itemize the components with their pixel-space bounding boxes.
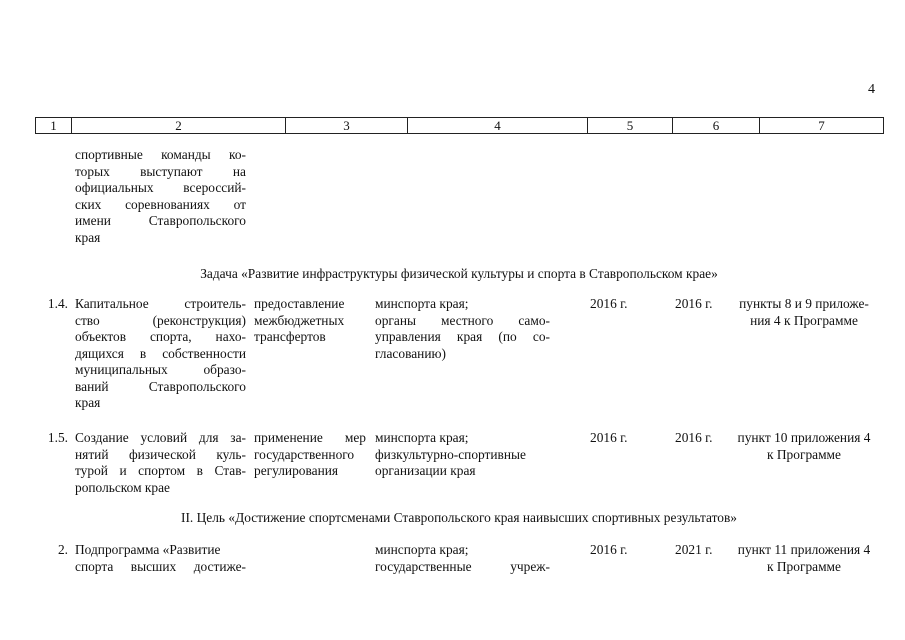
column-number-header xyxy=(35,117,884,134)
row-start-year: 2016 г. xyxy=(590,296,628,311)
col-number-1: 1 xyxy=(36,118,72,134)
row-end-year: 2016 г. xyxy=(675,296,713,311)
col-number-3: 3 xyxy=(286,118,408,134)
text-line: спортивные команды ко- xyxy=(75,147,246,162)
row-number: 1.4. xyxy=(47,296,68,311)
row-end-year: 2021 г. xyxy=(675,542,713,557)
row-reference-cell xyxy=(726,542,882,575)
text-line: регулирования xyxy=(254,463,339,478)
text-line: торых выступают на xyxy=(75,163,246,179)
text-line: применение мер xyxy=(254,430,366,445)
text-line: минспорта края; xyxy=(375,430,469,445)
row-number: 2. xyxy=(57,542,68,557)
text-line: нятий физической куль- xyxy=(75,446,246,462)
text-line: Капитальное строитель- xyxy=(75,296,246,311)
col-number-7: 7 xyxy=(760,118,884,134)
row-executor-cell xyxy=(375,542,550,575)
continued-name-cell xyxy=(75,147,246,246)
text-line: государственного xyxy=(254,446,355,462)
text-line: ство (реконструкция) xyxy=(75,312,246,328)
text-line: объектов спорта, нахо- xyxy=(75,329,246,344)
text-line: пункты 8 и 9 приложе- xyxy=(739,296,869,311)
row-name-cell xyxy=(75,542,246,575)
text-line: края xyxy=(75,229,101,245)
row-start-year: 2016 г. xyxy=(590,430,628,445)
page-number: 4 xyxy=(868,82,875,97)
text-line: края xyxy=(75,395,101,410)
row-executor-cell xyxy=(375,296,550,362)
task-heading: Задача «Развитие инфраструктуры физической культуры и спорта в Ставропольском крае» xyxy=(200,266,718,281)
text-line: межбюджетных xyxy=(254,312,345,328)
text-line: органы местного само- xyxy=(375,312,550,328)
text-line: муниципальных образо- xyxy=(75,362,246,377)
text-line: управления края (по со- xyxy=(375,329,550,344)
text-line: Подпрограмма «Развитие xyxy=(75,542,221,557)
row-name-cell xyxy=(75,430,246,496)
text-line: физкультурно-спортивные xyxy=(375,446,526,462)
text-line: спорта высших достиже- xyxy=(75,558,246,574)
row-reference-cell xyxy=(726,296,882,329)
text-line: пункт 10 приложения 4 xyxy=(737,430,871,445)
text-line: дящихся в собственности xyxy=(75,345,246,361)
row-measure-cell xyxy=(254,430,366,480)
text-line: минспорта края; xyxy=(375,542,469,557)
text-line: к Программе xyxy=(767,558,841,574)
text-line: государственные учреж- xyxy=(375,558,550,574)
text-line: организации края xyxy=(375,463,476,478)
text-line: имени Ставропольского xyxy=(75,213,246,228)
text-line: пункт 11 приложения 4 xyxy=(737,542,871,557)
text-line: ния 4 к Программе xyxy=(750,312,858,328)
row-start-year: 2016 г. xyxy=(590,542,628,557)
text-line: официальных всероссий- xyxy=(75,180,246,195)
text-line: Создание условий для за- xyxy=(75,430,246,445)
text-line: трансфертов xyxy=(254,329,326,344)
goal-heading: II. Цель «Достижение спортсменами Ставропольского края наивысших спортивных результатов» xyxy=(181,510,737,525)
row-end-year: 2016 г. xyxy=(675,430,713,445)
row-measure-cell xyxy=(254,296,366,346)
text-line: минспорта края; xyxy=(375,296,469,311)
text-line: предоставление xyxy=(254,296,345,311)
col-number-4: 4 xyxy=(408,118,588,134)
text-line: гласованию) xyxy=(375,345,446,361)
col-number-5: 5 xyxy=(588,118,673,134)
row-name-cell xyxy=(75,296,246,412)
row-reference-cell xyxy=(726,430,882,463)
row-number: 1.5. xyxy=(47,430,68,445)
row-executor-cell xyxy=(375,430,550,480)
text-line: турой и спортом в Став- xyxy=(75,463,246,478)
text-line: к Программе xyxy=(767,446,841,462)
text-line: ских соревнованиях от xyxy=(75,196,246,212)
text-line: ропольском крае xyxy=(75,479,170,495)
col-number-2: 2 xyxy=(72,118,286,134)
col-number-6: 6 xyxy=(673,118,760,134)
text-line: ваний Ставропольского xyxy=(75,378,246,394)
